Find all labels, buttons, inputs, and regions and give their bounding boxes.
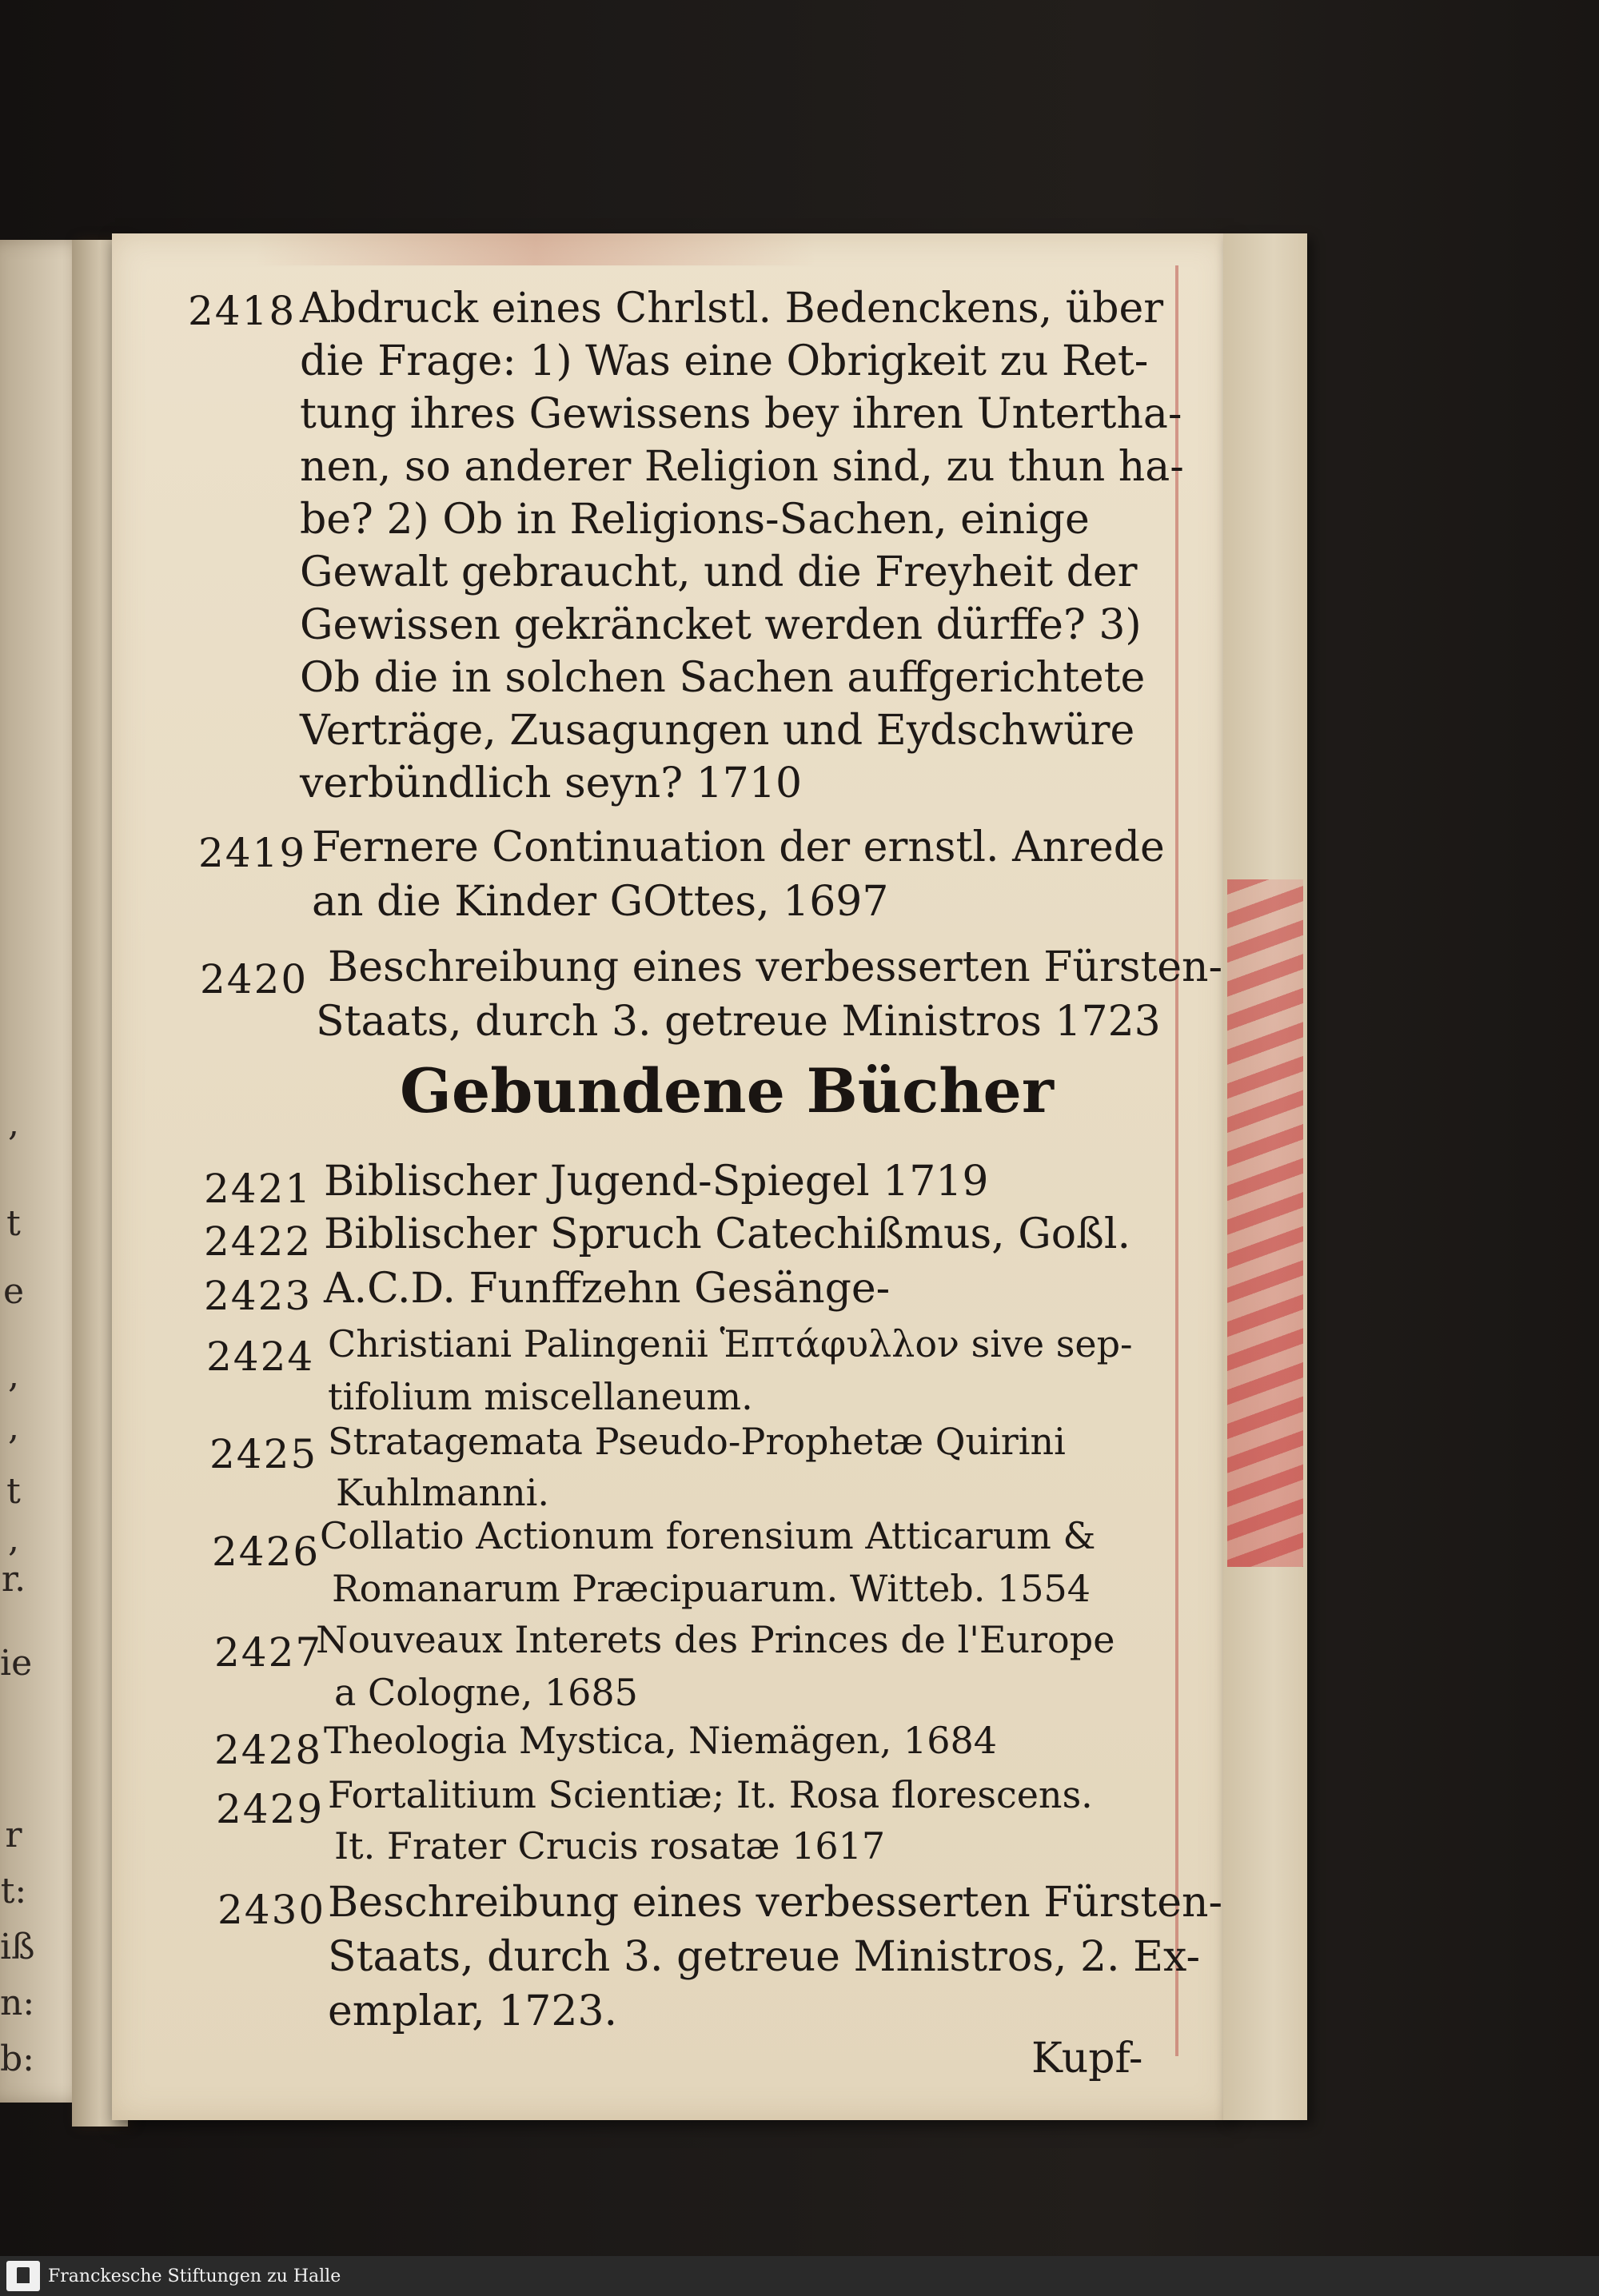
left-margin-glyph: iß	[0, 1927, 35, 1967]
entry-line: a Cologne, 1685	[334, 1671, 638, 1714]
entry-line: Ob die in solchen Sachen auffgerichtete	[300, 654, 1146, 702]
left-margin-glyph: r	[5, 1815, 22, 1856]
left-margin-glyph: e	[2, 1271, 25, 1312]
entry-number: 2423	[204, 1273, 313, 1319]
left-margin-glyph: ,	[8, 1355, 19, 1396]
footer-institution: Franckesche Stiftungen zu Halle	[48, 2266, 341, 2286]
entry-line: emplar, 1723.	[328, 1987, 618, 2035]
entry-line: Verträge, Zusagungen und Eydschwüre	[300, 707, 1135, 755]
catchword: Kupf-	[1031, 2035, 1143, 2083]
entry-line: verbündlich seyn? 1710	[300, 759, 803, 807]
left-margin-glyph: ,	[8, 1103, 19, 1144]
left-margin-glyph: t	[6, 1203, 21, 1244]
left-margin-glyph: b:	[0, 2039, 34, 2079]
footer-bar	[0, 2256, 1599, 2296]
entry-line: Christiani Palingenii Ἑπτάφυλλον sive sep-	[328, 1322, 1133, 1365]
left-margin-glyph: ,	[8, 1519, 19, 1560]
entry-line: Fortalitium Scientiæ; It. Rosa florescens.	[328, 1773, 1093, 1816]
entry-line: Romanarum Præcipuarum. Witteb. 1554	[332, 1567, 1091, 1610]
entry-line: tifolium miscellaneum.	[328, 1375, 753, 1418]
entry-line: A.C.D. Funffzehn Gesänge-	[324, 1265, 891, 1313]
left-margin-glyph: ,	[8, 1407, 19, 1448]
entry-line: tung ihres Gewissens bey ihren Untertha-	[300, 390, 1182, 438]
entry-line: Staats, durch 3. getreue Ministros 1723	[316, 998, 1161, 1046]
entry-line: Fernere Continuation der ernstl. Anrede	[312, 823, 1165, 871]
entry-line: Gewissen gekräncket werden dürffe? 3)	[300, 601, 1142, 649]
entry-line: Biblischer Jugend-Spiegel 1719	[324, 1158, 989, 1206]
entry-line: Staats, durch 3. getreue Ministros, 2. Ex-	[328, 1933, 1201, 1981]
section-heading: Gebundene Bücher	[400, 1055, 1054, 1126]
entry-number: 2428	[214, 1727, 323, 1773]
left-margin-glyph: r.	[1, 1559, 26, 1600]
entry-line: Gewalt gebraucht, und die Freyheit der	[300, 548, 1138, 596]
entry-number: 2430	[217, 1887, 326, 1933]
entry-number: 2419	[198, 830, 307, 876]
entry-line: Abdruck eines Chrlstl. Bedenckens, über	[300, 285, 1164, 333]
entry-line: nen, so anderer Religion sind, zu thun ha-	[300, 443, 1184, 491]
entry-line: be? 2) Ob in Religions-Sachen, einige	[300, 496, 1090, 544]
entry-line: Beschreibung eines verbesserten Fürsten-	[328, 943, 1223, 991]
entry-number: 2429	[216, 1786, 325, 1832]
entry-number: 2420	[200, 956, 309, 1003]
left-margin-glyph: t	[6, 1471, 21, 1512]
entry-line: Beschreibung eines verbesserten Fürsten-	[328, 1879, 1223, 1927]
entry-line: It. Frater Crucis rosatæ 1617	[334, 1824, 886, 1867]
left-margin-glyph: t:	[0, 1871, 27, 1911]
entry-number: 2418	[188, 288, 297, 334]
entry-number: 2425	[209, 1431, 318, 1477]
entry-line: Kuhlmanni.	[336, 1471, 549, 1514]
entry-number: 2422	[204, 1218, 313, 1265]
entry-line: Nouveaux Interets des Princes de l'Europe	[316, 1618, 1115, 1661]
entry-number: 2424	[206, 1333, 315, 1380]
entry-line: Stratagemata Pseudo-Prophetæ Quirini	[328, 1420, 1066, 1463]
institution-logo-icon	[6, 2261, 40, 2291]
entry-line: Collatio Actionum forensium Atticarum &	[320, 1514, 1096, 1557]
entry-number: 2427	[214, 1629, 323, 1676]
entry-line: Biblischer Spruch Catechißmus, Goßl.	[324, 1210, 1130, 1258]
left-margin-glyph: n:	[0, 1983, 35, 2023]
entry-line: Theologia Mystica, Niemägen, 1684	[324, 1719, 997, 1762]
entry-number: 2426	[212, 1529, 321, 1575]
entry-number: 2421	[204, 1166, 313, 1212]
left-margin-glyph: ie	[0, 1643, 33, 1684]
entry-line: die Frage: 1) Was eine Obrigkeit zu Ret-	[300, 337, 1149, 385]
entry-line: an die Kinder GOttes, 1697	[312, 878, 889, 926]
